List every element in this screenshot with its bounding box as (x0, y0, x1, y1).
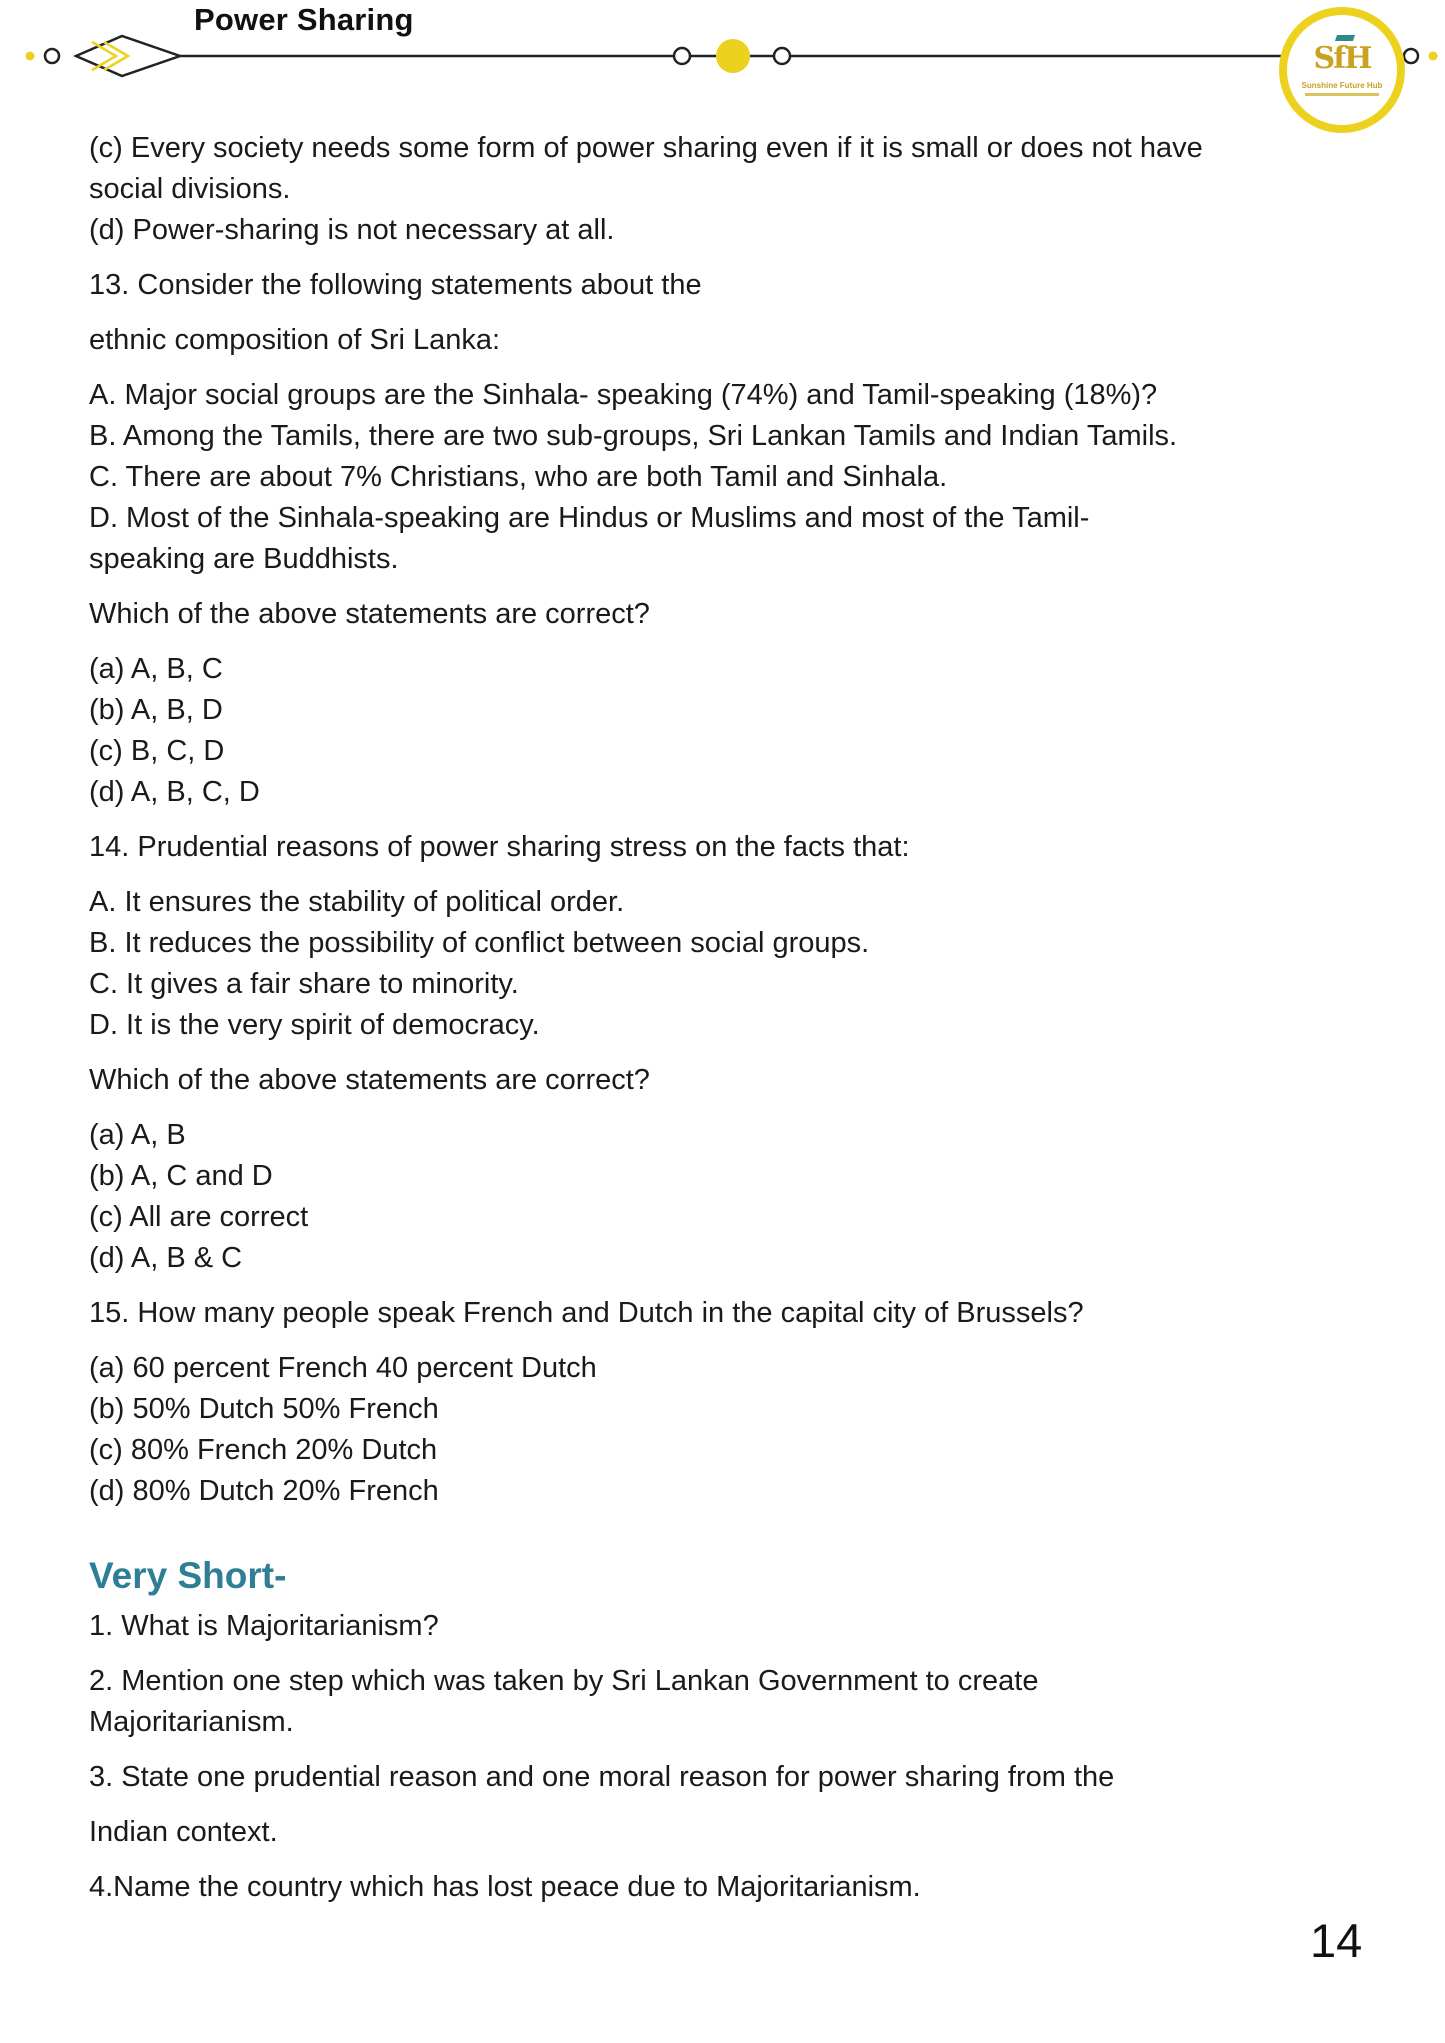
section-heading: Very Short- (89, 1555, 287, 1596)
logo-mark: SfH (1313, 41, 1371, 76)
option-line: (c) Every society needs some form of power sharing even if it is small or does not have (89, 132, 1203, 164)
statement-line: D. Most of the Sinhala-speaking are Hindus or Muslims and most of the Tamil- (89, 502, 1090, 534)
option-line: (d) 80% Dutch 20% French (89, 1475, 439, 1507)
option-line: (c) All are correct (89, 1201, 309, 1233)
option-line: (a) 60 percent French 40 percent Dutch (89, 1352, 597, 1384)
question-prompt: Which of the above statements are correct? (89, 1064, 650, 1096)
very-short-section (89, 1552, 1319, 1908)
option-line: (d) A, B, C, D (89, 776, 260, 808)
page-header-title: Power Sharing (194, 2, 414, 37)
option-line: (a) A, B (89, 1119, 186, 1151)
short-question: Indian context. (89, 1816, 278, 1848)
option-line: (c) B, C, D (89, 735, 225, 767)
statement-line: A. Major social groups are the Sinhala- speaking (74%) and Tamil-speaking (18%)? (89, 379, 1158, 411)
short-question: 4.Name the country which has lost peace due to Majoritarianism. (89, 1871, 921, 1903)
short-question: 1. What is Majoritarianism? (89, 1610, 439, 1642)
question-14 (89, 827, 1319, 1279)
option-line: (b) 50% Dutch 50% French (89, 1393, 439, 1425)
option-line: (b) A, B, D (89, 694, 223, 726)
right-ring-icon (1404, 49, 1418, 63)
mid-ring-icon (774, 48, 790, 64)
question-stem: ethnic composition of Sri Lanka: (89, 324, 501, 356)
short-question: 3. State one prudential reason and one moral reason for power sharing from the (89, 1761, 1115, 1793)
question-prompt: Which of the above statements are correct? (89, 598, 650, 630)
statement-line: B. Among the Tamils, there are two sub-groups, Sri Lankan Tamils and Indian Tamils. (89, 420, 1178, 452)
option-line: (d) A, B & C (89, 1242, 243, 1274)
option-line: (d) Power-sharing is not necessary at all. (89, 214, 615, 246)
statement-line: A. It ensures the stability of political order. (89, 886, 625, 918)
statement-line: C. There are about 7% Christians, who are both Tamil and Sinhala. (89, 461, 948, 493)
option-line: (a) A, B, C (89, 653, 223, 685)
page-header (0, 0, 1445, 140)
logo-name: Sunshine Future Hub (1301, 81, 1383, 90)
statement-line: speaking are Buddhists. (89, 543, 399, 575)
option-line: (b) A, C and D (89, 1160, 273, 1192)
left-dot-icon (26, 52, 35, 61)
statement-line: B. It reduces the possibility of conflict between social groups. (89, 927, 870, 959)
left-ring-icon (45, 49, 59, 63)
question-13 (89, 265, 1319, 813)
mid-ring-icon (674, 48, 690, 64)
question-12-options-continued (89, 128, 1319, 251)
option-line: (c) 80% French 20% Dutch (89, 1434, 438, 1466)
page-number: 14 (1310, 1914, 1363, 1967)
short-question: 2. Mention one step which was taken by Sri Lankan Government to create (89, 1665, 1039, 1697)
statement-line: C. It gives a fair share to minority. (89, 968, 519, 1000)
question-15 (89, 1293, 1319, 1512)
question-stem: 13. Consider the following statements about the (89, 269, 702, 301)
option-line: social divisions. (89, 173, 291, 205)
page-content (89, 128, 1319, 1908)
logo-tagline-bar (1305, 93, 1379, 96)
mid-dot-icon (716, 39, 750, 73)
question-stem: 15. How many people speak French and Dutch in the capital city of Brussels? (89, 1297, 1084, 1329)
logo (1279, 7, 1405, 133)
question-stem: 14. Prudential reasons of power sharing stress on the facts that: (89, 831, 910, 863)
right-dot-icon (1429, 52, 1438, 61)
statement-line: D. It is the very spirit of democracy. (89, 1009, 540, 1041)
short-question: Majoritarianism. (89, 1706, 294, 1738)
